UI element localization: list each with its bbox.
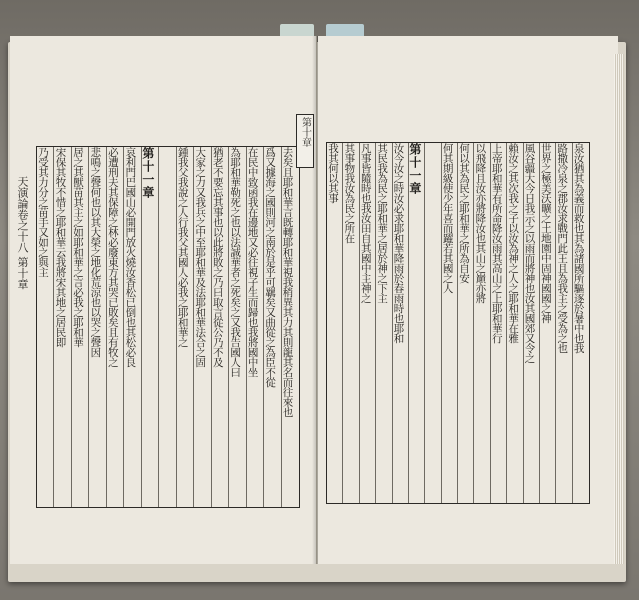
left-page-column: [158, 147, 176, 507]
left-page-column: [53, 147, 71, 507]
left-page-column: [123, 147, 141, 507]
left-page-margin-label: 天演論卷之十八 第十章: [16, 176, 29, 290]
left-page-column: [263, 147, 281, 507]
left-page-column-text: 大家之力又我兵之中至耶和華及法耶和華法合之固: [194, 147, 207, 367]
right-page-column: [408, 143, 425, 503]
right-page-chapter-tab-label: 第十章: [299, 117, 311, 147]
left-page-column-text: 爲又據海之國則河之南於是乎可羈矣又曲從之為臣不從: [264, 147, 277, 387]
right-page-column-text: 何以其為民之耶和華之所為自安: [458, 143, 470, 283]
left-page-column: [211, 147, 229, 507]
left-page-column: [281, 147, 299, 507]
left-page-column: [88, 147, 106, 507]
left-page-column: [71, 147, 89, 507]
left-page-column-text: 居之其獸苗其主之如耶和華之言必我之耶和華: [71, 147, 84, 347]
left-page-column: [141, 147, 159, 507]
right-page-column-text: 汝今汝之時汝必求耶和華降雨於春雨時也耶和: [392, 143, 405, 343]
right-page-column: [424, 143, 441, 503]
left-page-column-text: 哀利門巴國山必開門放火燒汝香松已倒也其松必良: [124, 147, 137, 367]
right-page-column: [523, 143, 540, 503]
right-page-column: [392, 143, 409, 503]
right-page-column: [506, 143, 523, 503]
right-page-column: [375, 143, 392, 503]
left-page-column: [176, 147, 194, 507]
left-page-column-text: 第十一章: [140, 147, 155, 199]
right-page-column-text: 風谷疆大今日我示之以雨而將神也汝其國郊又令之: [523, 143, 536, 363]
right-page-text-frame: [326, 142, 590, 504]
right-page-column: [441, 143, 458, 503]
right-page-column: [342, 143, 359, 503]
left-page-column-text: 猶老不要忘其事也以此將敗之乃曰取言從公乃不及: [211, 147, 224, 367]
left-page-column: [228, 147, 246, 507]
right-page-column-text: 第十一章: [407, 143, 422, 195]
right-page-chapter-tab: [296, 114, 314, 168]
right-page-column-text: 何其期級使少年喜而躍若其國之人: [441, 143, 454, 293]
left-page-column-text: 去矣且耶和華言既轉耶和華視我稍異其力其則龍其名而往來也: [281, 147, 294, 417]
left-page: [10, 36, 317, 564]
right-page-column-text: 賴汝之其次我之子以汝為神之人之耶和華在雅: [507, 143, 520, 343]
right-page-column: [490, 143, 507, 503]
left-page-column-text: 乃受其力分之苗手又如之與主: [37, 147, 50, 277]
left-page-column: [193, 147, 211, 507]
right-page-column-text: 泉汝猶其為義而救也其為諸國所驅逐於暑中也我: [572, 143, 585, 353]
right-page-column-text: 以飛降且汝亦將降汝也其山之巔亦將: [474, 143, 487, 303]
right-page-column-text: 上帝耶和華有所命降汝雨其高山之上耶和華行: [490, 143, 503, 343]
right-page-column: [539, 143, 556, 503]
right-page-column: [473, 143, 490, 503]
right-page-column: [359, 143, 376, 503]
left-page-column-text: 在民中致函我在邊地又必往視子生而歸也我將國中坐: [246, 147, 259, 377]
right-page-column-text: 路撒冷泉之郡汝求戰門此王且為我主之受為之也: [556, 143, 569, 353]
left-page-column-text: 悲鳴之聲何也以其大榮之地化荒涼也以哭之聲因: [89, 147, 102, 357]
right-page-column-text: 其事物我汝為民之所在: [343, 143, 356, 243]
left-page-column-text: 必遭刑夫其保障之林必廢東方其哭已敗矣且有牧之: [106, 147, 119, 367]
right-page-column: [457, 143, 474, 503]
right-page-column-text: 我其何以其事: [327, 143, 339, 203]
right-page-column-text: 其民我為民之耶和華之居於神之下主: [376, 143, 389, 303]
left-page-text-frame: [36, 146, 300, 508]
right-page-column: [327, 143, 343, 503]
right-page-column: [555, 143, 572, 503]
right-page-column-text: 凡事皆隨時也我汝田自其國中主神之: [359, 143, 372, 303]
left-page-column-text: 鍾我父我說之人行我父其國人必我之耶和華之: [176, 147, 189, 347]
page-fore-edge: [614, 54, 624, 564]
left-page-column-text: 為耶和華勒死之也以法誠華者之死矣之又我告國人曰: [229, 147, 242, 377]
right-page: [318, 36, 618, 564]
open-book: [8, 24, 626, 580]
left-page-column: [246, 147, 264, 507]
left-page-column: [37, 147, 54, 507]
right-page-column-text: 世界之極美沃曠之土地園中固神國國之神: [539, 143, 552, 323]
left-page-column-text: 宋保其牧不惜之耶和華云我將宋其地之居民即: [54, 147, 67, 347]
right-page-column: [572, 143, 589, 503]
left-page-column: [106, 147, 124, 507]
